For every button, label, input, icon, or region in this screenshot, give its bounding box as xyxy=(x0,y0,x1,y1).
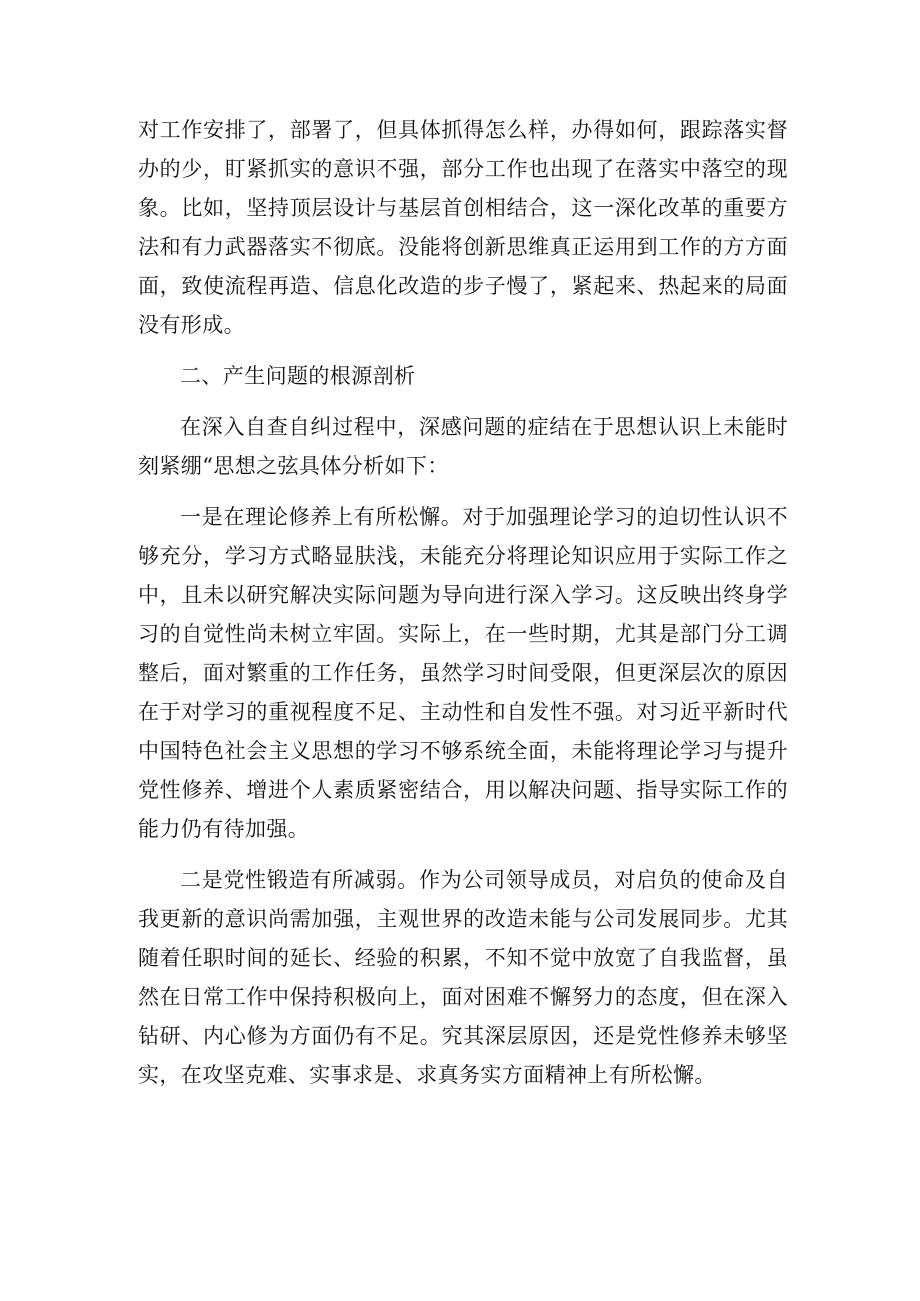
paragraph-continuation: 对工作安排了，部署了，但具体抓得怎么样，办得如何，跟踪落实督办的少，盯紧抓实的意识不强，部分工作也出现了在落实中落空的现象。比如，坚持顶层设计与基层首创相结合，这一深化改革的重要方法和有力武器落实不彻底。没能将创新思维真正运用到工作的方方面面，致使流程再造、信息化改造的步子慢了，紧起来、热起来的局面没有形成。 xyxy=(138,118,788,337)
paragraph-intro: 在深入自查自纠过程中，深感问题的症结在于思想认识上未能时刻紧绷“思想之弦具体分析如下： xyxy=(138,415,788,478)
document-body xyxy=(138,111,788,1107)
section-heading: 二、产生问题的根源剖析 xyxy=(180,364,416,388)
paragraph-point-one: 一是在理论修养上有所松懈。对于加强理论学习的迫切性认识不够充分，学习方式略显肤浅，未能充分将理论知识应用于实际工作之中，且未以研究解决实际问题为导向进行深入学习。这反映出终身学习的自觉性尚未树立牢固。实际上，在一些时期，尤其是部门分工调整后，面对繁重的工作任务，虽然学习时间受限，但更深层次的原因在于对学习的重视程度不足、主动性和自发性不强。对习近平新时代中国特色社会主义思想的学习不够系统全面，未能将理论学习与提升党性修养、增进个人素质紧密结合，用以解决问题、指导实际工作的能力仍有待加强。 xyxy=(138,505,788,841)
paragraph-point-two: 二是党性锻造有所减弱。作为公司领导成员，对启负的使命及自我更新的意识尚需加强，主观世界的改造未能与公司发展同步。尤其随着任职时间的延长、经验的积累，不知不觉中放宽了自我监督，虽然在日常工作中保持积极向上，面对困难不懈努力的态度，但在深入钻研、内心修为方面仍有不足。究其深层原因，还是党性修养未够坚实，在攻坚克难、实事求是、求真务实方面精神上有所松懈。 xyxy=(138,868,788,1087)
